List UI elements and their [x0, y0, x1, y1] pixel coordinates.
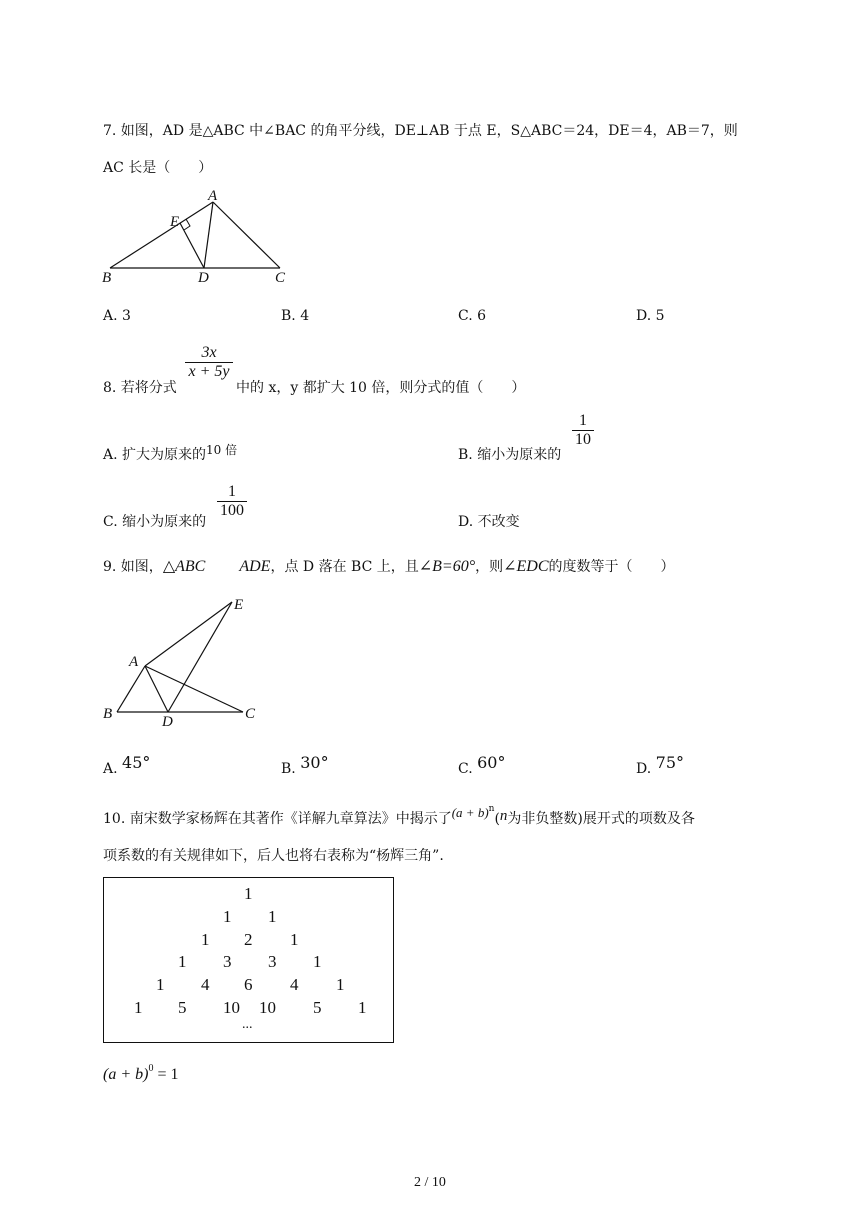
q8-option-c-num: 1	[228, 483, 236, 500]
q7-option-a: A. 3	[103, 308, 131, 324]
q9-triangle-abc: △ABC	[162, 558, 206, 575]
tri-r5-c2: 10	[223, 998, 240, 1017]
tri-r2-c2: 1	[290, 930, 299, 949]
q8-option-c-den: 100	[220, 502, 244, 519]
q9-text	[103, 556, 675, 576]
q9-label-a: A	[129, 654, 139, 670]
q8-option-b-num: 1	[579, 412, 587, 429]
tri-r4-c0: 1	[156, 975, 165, 994]
tri-r5-c3: 10	[259, 998, 276, 1017]
tri-r5-c1: 5	[178, 998, 187, 1017]
q9-option-c-letter: C.	[458, 761, 473, 777]
q10-prefix: 10. 南宋数学家杨辉在其著作《详解九章算法》中揭示了	[103, 811, 452, 827]
q9-triangle-ade: ADE	[239, 558, 271, 575]
q9-angle-b: ∠B=60°	[418, 558, 476, 575]
q9-option-b-value: 30°	[300, 753, 329, 772]
q9-figure	[100, 592, 270, 732]
q9-option-b-letter: B.	[281, 761, 296, 777]
q10-formula-rhs: = 1	[153, 1066, 179, 1083]
tri-r3-c0: 1	[178, 952, 187, 971]
q7-text-line2: AC 长是（ ）	[103, 160, 213, 176]
q7-option-c: C. 6	[458, 308, 487, 324]
tri-r3-c1: 3	[223, 952, 232, 971]
q10-formula-0	[103, 1063, 179, 1084]
q9-prefix: 9. 如图，	[103, 559, 163, 575]
q8-option-d: D. 不改变	[458, 514, 520, 530]
q7-line-de	[180, 223, 204, 268]
q10-line1	[103, 804, 695, 828]
yanghui-triangle-table	[103, 877, 394, 1043]
tri-r0-c0: 1	[244, 884, 253, 903]
q9-mid: ，点 D 落在 BC 上，且	[270, 559, 419, 575]
q9-suffix: 的度数等于（ ）	[548, 559, 675, 575]
q9-label-b: B	[103, 706, 113, 722]
tri-r5-c4: 5	[313, 998, 322, 1017]
tri-r5-c5: 1	[358, 998, 367, 1017]
q8-frac-num: 3x	[201, 344, 217, 361]
tri-r2-c1: 2	[244, 930, 253, 949]
q9-option-d	[636, 753, 684, 777]
q8-frac-den: x + 5y	[188, 363, 230, 380]
q8-option-c-label: C. 缩小为原来的	[103, 514, 207, 530]
q7-option-d: D. 5	[636, 308, 665, 324]
q7-label-d: D	[198, 270, 209, 285]
q9-label-d: D	[162, 714, 173, 730]
q9-mid2: ，则	[475, 559, 504, 575]
tri-ellipsis: ...	[242, 1017, 253, 1032]
q9-option-d-letter: D.	[636, 761, 652, 777]
tri-r1-c0: 1	[223, 907, 232, 926]
q8-suffix: 中的 x，y 都扩大 10 倍，则分式的值（ ）	[236, 380, 526, 396]
q9-label-e: E	[234, 597, 244, 613]
q10-paren: (	[494, 811, 500, 827]
q9-line-de	[168, 602, 232, 712]
q10-formula-base: (a + b)	[103, 1066, 149, 1083]
tri-r4-c3: 4	[290, 975, 299, 994]
q7-label-a: A	[208, 190, 218, 204]
q8-option-b-label: B. 缩小为原来的	[458, 447, 562, 463]
tri-r4-c1: 4	[201, 975, 210, 994]
q9-line-ad	[145, 666, 168, 712]
tri-r5-c0: 1	[134, 998, 143, 1017]
q7-line-ac	[213, 202, 280, 268]
tri-r1-c1: 1	[268, 907, 277, 926]
q9-option-d-value: 75°	[655, 753, 684, 772]
q8-option-c-fraction	[217, 483, 247, 520]
tri-r3-c2: 3	[268, 952, 277, 971]
q10-expr-sup: n	[488, 804, 495, 814]
q9-option-b	[281, 753, 329, 777]
q7-label-e: E	[170, 214, 180, 230]
q8-fraction	[185, 344, 233, 381]
q7-line-ba	[110, 202, 213, 268]
q9-line-ab	[117, 666, 145, 712]
q9-option-a	[103, 753, 151, 777]
q7-label-b: B	[102, 270, 112, 285]
q10-expr: (a + b)	[451, 805, 489, 820]
q9-angle-edc: ∠EDC	[503, 558, 549, 575]
q7-figure	[100, 190, 300, 285]
q9-option-c-value: 60°	[477, 753, 506, 772]
q9-option-c	[458, 753, 506, 777]
q9-line-ae	[145, 602, 232, 666]
q8-option-a-label: A. 扩大为原来的	[103, 447, 207, 463]
q8-option-a-value: 10 倍	[206, 443, 238, 457]
q8-option-b-fraction	[572, 412, 594, 449]
tri-r3-c3: 1	[313, 952, 322, 971]
tri-r2-c0: 1	[201, 930, 210, 949]
q8-prefix: 8. 若将分式	[103, 380, 177, 396]
q10-line2: 项系数的有关规律如下，后人也将右表称为“杨辉三角”.	[103, 848, 444, 864]
q7-option-b: B. 4	[281, 308, 310, 324]
q10-suffix: 为非负整数)展开式的项数及各	[507, 811, 695, 827]
q10-n: n	[499, 808, 508, 824]
q8-option-a	[103, 444, 237, 464]
q10-formula-sup: 0	[148, 1063, 154, 1074]
q9-option-a-value: 45°	[122, 753, 151, 772]
q7-line-ad	[204, 202, 213, 268]
q7-text-line1: 7. 如图，AD 是△ABC 中∠BAC 的角平分线，DE⊥AB 于点 E，S△ABC＝24，DE＝4，AB＝7，则	[103, 123, 738, 139]
q9-option-a-letter: A.	[103, 761, 118, 777]
q9-line-ac	[145, 666, 243, 712]
page-number: 2 / 10	[414, 1175, 446, 1190]
q9-label-c: C	[245, 706, 256, 722]
q7-label-c: C	[275, 270, 286, 285]
q8-option-b-den: 10	[575, 431, 591, 448]
tri-r4-c2: 6	[244, 975, 253, 994]
tri-r4-c4: 1	[336, 975, 345, 994]
